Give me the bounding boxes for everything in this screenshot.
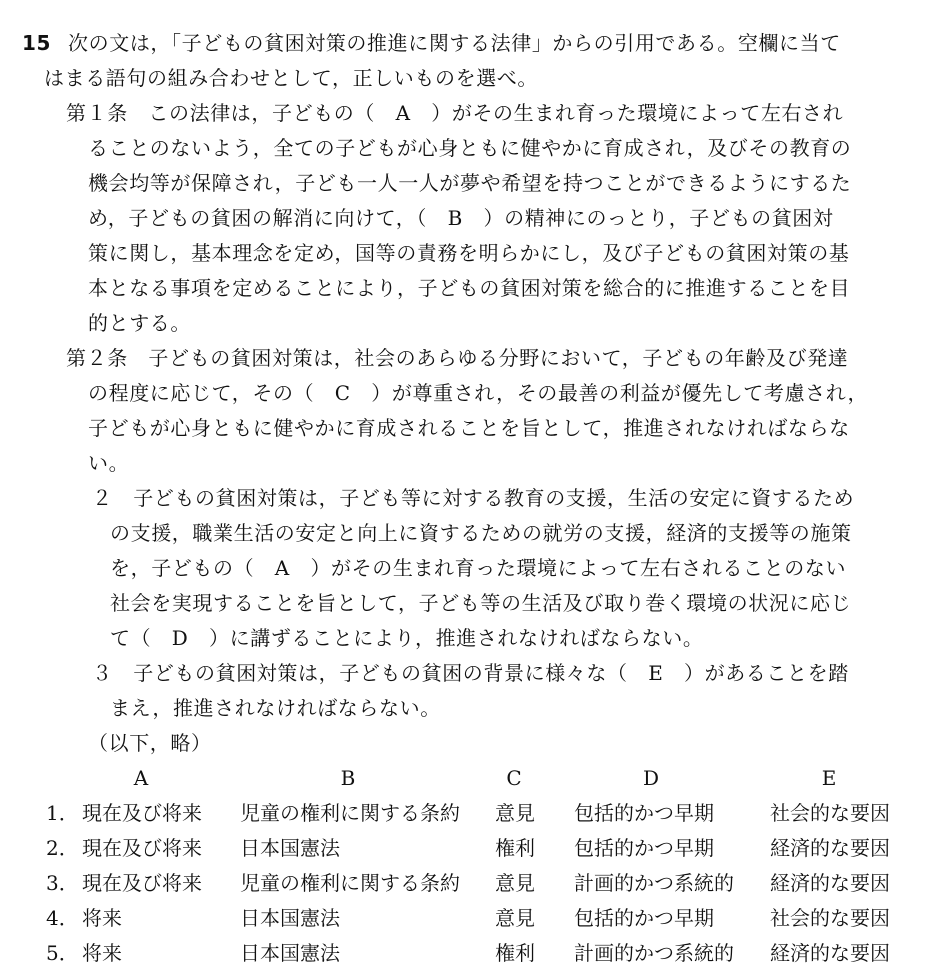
- question-stem-line-2: はまる語句の組み合わせとして，正しいものを選べ。: [44, 66, 538, 90]
- choice-1-col-c: 意見: [495, 801, 535, 825]
- table-header-e: E: [821, 766, 837, 790]
- choice-5-col-num: 5．: [46, 941, 79, 965]
- choice-4-col-e: 社会的な要因: [770, 906, 890, 930]
- choice-4-col-c: 意見: [495, 906, 535, 930]
- passage-line: て（ D ）に講ずることにより，推進されなければならない。: [110, 626, 704, 650]
- passage-line: まえ，推進されなければならない。: [110, 696, 441, 720]
- choice-5-col-c: 権利: [495, 941, 535, 965]
- passage-line: め，子どもの貧困の解消に向けて，（ B ）の精神にのっとり，子どもの貧困対: [88, 206, 834, 230]
- choice-4-col-b: 日本国憲法: [240, 906, 340, 930]
- passage-line: の程度に応じて，その（ C ）が尊重され，その最善の利益が優先して考慮され，: [88, 381, 869, 405]
- choice-5-col-b: 日本国憲法: [240, 941, 340, 965]
- question-stem-line-1: [22, 30, 841, 56]
- passage-line: ることのないよう，全ての子どもが心身ともに健やかに育成され，及びその教育の: [88, 136, 852, 160]
- choice-1-col-d: 包括的かつ早期: [574, 801, 714, 825]
- passage-line: 本となる事項を定めることにより，子どもの貧困対策を総合的に推進することを目: [88, 276, 851, 300]
- passage-line: ３ 子どもの貧困対策は，子どもの貧困の背景に様々な（ E ）があることを踏: [92, 661, 849, 685]
- choice-2-col-d: 包括的かつ早期: [574, 836, 714, 860]
- passage-line: 機会均等が保障され，子ども一人一人が夢や希望を持つことができるようにするた: [88, 171, 852, 195]
- choice-4-col-a: 将来: [82, 906, 122, 930]
- choice-3-col-c: 意見: [495, 871, 535, 895]
- passage-line: ２ 子どもの貧困対策は，子ども等に対する教育の支援，生活の安定に資するため: [92, 486, 855, 510]
- question-number: 15: [22, 31, 52, 55]
- table-header-a: A: [133, 766, 149, 790]
- choice-3-col-a: 現在及び将来: [82, 871, 202, 895]
- choice-1-col-b: 児童の権利に関する条約: [240, 801, 460, 825]
- choice-3-col-d: 計画的かつ系統的: [574, 871, 734, 895]
- passage-line: の支援，職業生活の安定と向上に資するための就労の支援，経済的支援等の施策: [110, 521, 852, 545]
- passage-line: い。: [88, 451, 130, 475]
- passage-line: 第２条 子どもの貧困対策は，社会のあらゆる分野において，子どもの年齢及び発達: [66, 346, 849, 370]
- passage-line: 第１条 この法律は，子どもの（ A ）がその生まれ育った環境によって左右され: [66, 101, 844, 125]
- choice-1-col-a: 現在及び将来: [82, 801, 202, 825]
- table-header-c: C: [506, 766, 522, 790]
- choice-3-col-b: 児童の権利に関する条約: [240, 871, 460, 895]
- choice-2-col-num: 2．: [46, 836, 79, 860]
- choice-2-col-e: 経済的な要因: [770, 836, 890, 860]
- choice-2-col-c: 権利: [495, 836, 535, 860]
- choice-2-col-b: 日本国憲法: [240, 836, 340, 860]
- passage-line: （以下，略）: [88, 731, 212, 755]
- choice-3-col-num: 3．: [46, 871, 79, 895]
- choice-5-col-d: 計画的かつ系統的: [574, 941, 734, 965]
- question-stem-text: 次の文は，「子どもの貧困対策の推進に関する法律」からの引用である。空欄に当て: [68, 31, 841, 55]
- passage-line: 策に関し，基本理念を定め，国等の責務を明らかにし，及び子どもの貧困対策の基: [88, 241, 850, 265]
- passage-line: を，子どもの（ A ）がその生まれ育った環境によって左右されることのない: [110, 556, 847, 580]
- choice-1-col-num: 1．: [46, 801, 79, 825]
- choice-4-col-num: 4．: [46, 906, 79, 930]
- choice-2-col-a: 現在及び将来: [82, 836, 202, 860]
- passage-line: 子どもが心身ともに健やかに育成されることを旨として，推進されなければならな: [88, 416, 850, 440]
- passage-line: 社会を実現することを旨として，子ども等の生活及び取り巻く環境の状況に応じ: [110, 591, 852, 615]
- choice-5-col-e: 経済的な要因: [770, 941, 890, 965]
- table-header-d: D: [642, 766, 660, 790]
- choice-4-col-d: 包括的かつ早期: [574, 906, 714, 930]
- choice-3-col-e: 経済的な要因: [770, 871, 890, 895]
- choice-5-col-a: 将来: [82, 941, 122, 965]
- table-header-b: B: [340, 766, 356, 790]
- choice-1-col-e: 社会的な要因: [770, 801, 890, 825]
- passage-line: 的とする。: [88, 311, 191, 335]
